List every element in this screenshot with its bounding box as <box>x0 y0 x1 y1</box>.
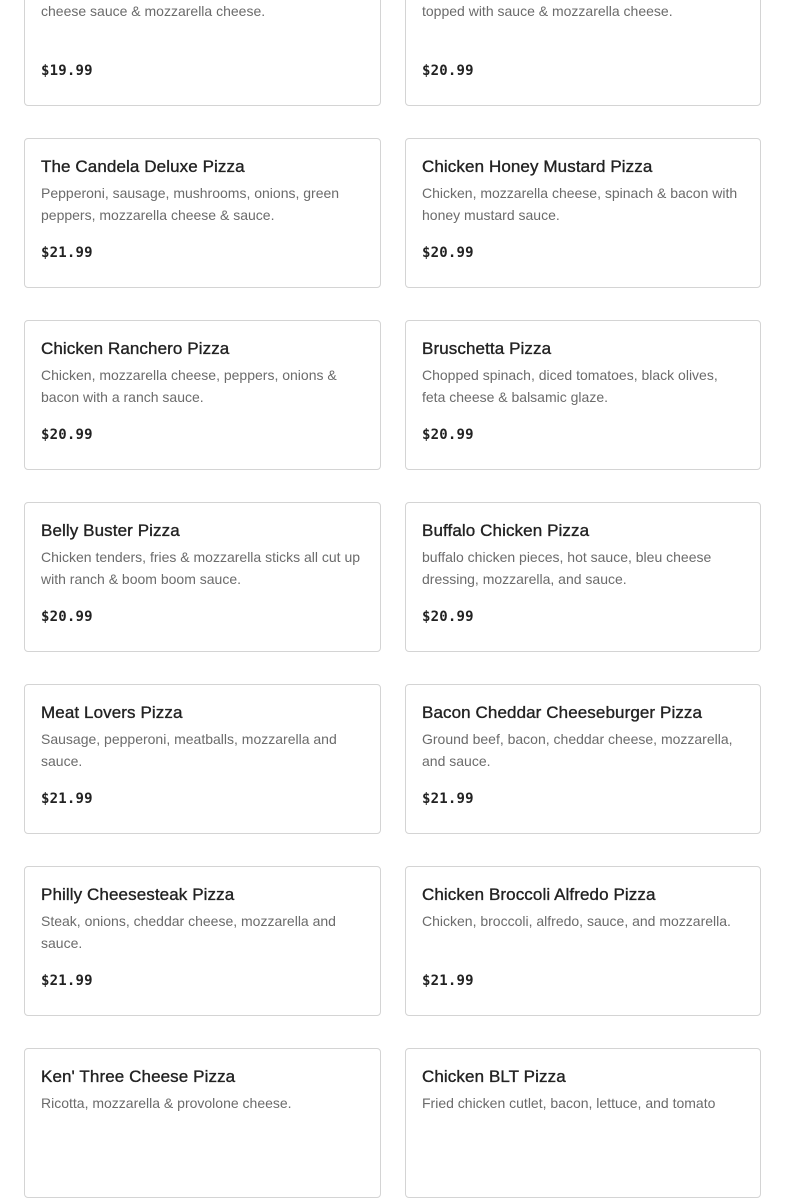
menu-item-name: Chicken Ranchero Pizza <box>41 339 230 358</box>
menu-item-card[interactable] <box>24 138 381 288</box>
menu-item-description: topped with sauce & mozzarella cheese. <box>422 3 673 19</box>
menu-item-name: Meat Lovers Pizza <box>41 703 183 722</box>
menu-item-card[interactable] <box>405 1048 761 1198</box>
menu-item-card[interactable] <box>405 0 761 106</box>
menu-item-description: Fried chicken cutlet, bacon, lettuce, and tomato <box>422 1095 716 1111</box>
menu-item-card[interactable] <box>24 1048 381 1198</box>
menu-item-name: Philly Cheesesteak Pizza <box>41 885 235 904</box>
menu-item-description: Chicken, mozzarella cheese, spinach & bacon with honey mustard sauce. <box>422 185 738 223</box>
menu-item-name: Bruschetta Pizza <box>422 339 552 358</box>
menu-item-description: Pepperoni, sausage, mushrooms, onions, green peppers, mozzarella cheese & sauce. <box>41 185 340 223</box>
menu-item-price: $21.99 <box>41 245 93 261</box>
menu-item-grid <box>24 0 761 1198</box>
menu-item-card[interactable] <box>24 866 381 1016</box>
menu-item-price: $20.99 <box>422 63 474 79</box>
menu-item-name: Chicken BLT Pizza <box>422 1067 566 1086</box>
menu-item-description: Chopped spinach, diced tomatoes, black olives, feta cheese & balsamic glaze. <box>422 367 718 405</box>
menu-item-description: cheese sauce & mozzarella cheese. <box>41 3 266 19</box>
menu-item-price: $21.99 <box>422 973 474 989</box>
menu-item-price: $20.99 <box>41 609 93 625</box>
menu-item-description: Ricotta, mozzarella & provolone cheese. <box>41 1095 292 1111</box>
menu-item-description: Sausage, pepperoni, meatballs, mozzarella and sauce. <box>41 731 337 769</box>
menu-item-price: $20.99 <box>422 427 474 443</box>
menu-item-price: $20.99 <box>422 245 474 261</box>
menu-item-card[interactable] <box>24 684 381 834</box>
menu-item-card[interactable] <box>405 866 761 1016</box>
menu-item-price: $21.99 <box>41 791 93 807</box>
menu-item-card[interactable] <box>405 502 761 652</box>
menu-item-name: Bacon Cheddar Cheeseburger Pizza <box>422 703 703 722</box>
menu-item-card[interactable] <box>405 138 761 288</box>
menu-item-name: The Candela Deluxe Pizza <box>41 157 245 176</box>
menu-item-description: Chicken, mozzarella cheese, peppers, onions & bacon with a ranch sauce. <box>41 367 337 405</box>
menu-item-description: Ground beef, bacon, cheddar cheese, mozzarella, and sauce. <box>422 731 733 769</box>
menu-item-card[interactable] <box>405 684 761 834</box>
menu-item-price: $21.99 <box>41 973 93 989</box>
menu-item-card[interactable] <box>405 320 761 470</box>
menu-item-description: Chicken tenders, fries & mozzarella sticks all cut up with ranch & boom boom sauce. <box>41 549 361 587</box>
menu-item-card[interactable] <box>24 502 381 652</box>
menu-item-price: $19.99 <box>41 63 93 79</box>
menu-item-description: Steak, onions, cheddar cheese, mozzarella and sauce. <box>41 913 336 951</box>
menu-item-price: $20.99 <box>41 427 93 443</box>
menu-item-name: Chicken Honey Mustard Pizza <box>422 157 653 176</box>
menu-item-name: Ken' Three Cheese Pizza <box>41 1067 236 1086</box>
menu-item-card[interactable] <box>24 0 381 106</box>
menu-item-card[interactable] <box>24 320 381 470</box>
menu-item-description: buffalo chicken pieces, hot sauce, bleu cheese dressing, mozzarella, and sauce. <box>422 549 712 587</box>
menu-item-price: $21.99 <box>422 791 474 807</box>
menu-item-name: Buffalo Chicken Pizza <box>422 521 590 540</box>
menu-item-name: Chicken Broccoli Alfredo Pizza <box>422 885 656 904</box>
menu-item-name: Belly Buster Pizza <box>41 521 180 540</box>
menu-item-description: Chicken, broccoli, alfredo, sauce, and mozzarella. <box>422 913 731 929</box>
menu-item-price: $20.99 <box>422 609 474 625</box>
